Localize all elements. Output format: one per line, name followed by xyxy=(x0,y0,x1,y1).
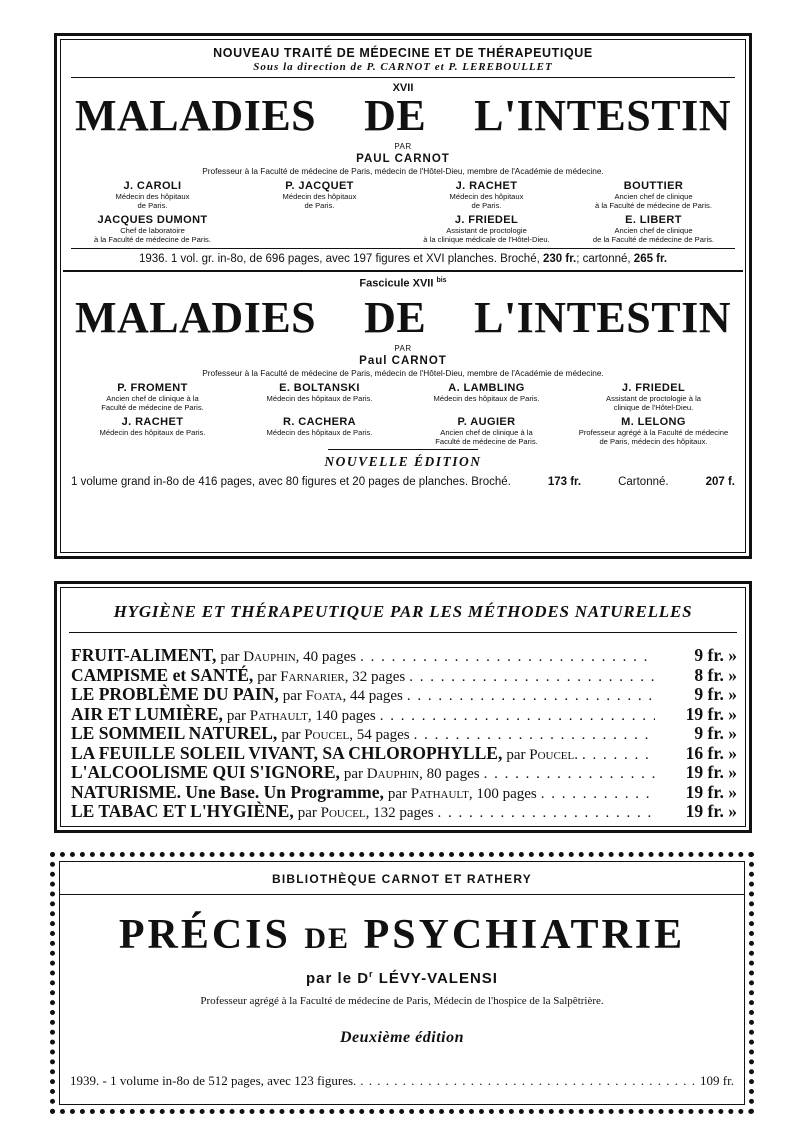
book-price: 9 fr. » xyxy=(694,645,737,665)
volume-number: XVII xyxy=(392,82,414,94)
book-entry xyxy=(61,725,745,745)
collaborator xyxy=(69,180,236,210)
title-word: DE xyxy=(364,91,427,140)
title-word: DE xyxy=(364,292,427,342)
advert-hygiene-therapeutique xyxy=(54,581,752,833)
collaborator xyxy=(570,382,737,412)
book-price: 9 fr. » xyxy=(694,684,737,704)
book-author: Dauphin, xyxy=(243,649,300,665)
author-description: Professeur agrégé à la Faculté de médecine de Paris, Médecin de l'hospice de la Salpêtrière. xyxy=(200,995,604,1007)
collaborators-grid-2 xyxy=(61,378,745,446)
book-price: 19 fr. » xyxy=(685,801,737,821)
collaborator-description: Ancien chef de clinique à la Faculté de médecine de Paris. xyxy=(435,427,538,446)
price-cartonne: 265 fr. xyxy=(633,253,668,265)
divider xyxy=(71,248,735,249)
book-meta xyxy=(220,649,356,667)
leader-dots xyxy=(541,786,655,804)
divider xyxy=(69,632,737,633)
book-entry xyxy=(61,686,745,706)
par-word: par xyxy=(226,707,247,724)
edition-label: Deuxième édition xyxy=(340,1029,464,1046)
collaborator xyxy=(69,214,236,244)
book-author: Pathault, xyxy=(249,707,312,724)
leader-dots xyxy=(484,766,655,784)
par-label: PAR xyxy=(394,142,412,151)
author-prefix: par le D xyxy=(306,970,370,987)
collaborators-grid xyxy=(61,176,745,244)
title-word: DE xyxy=(304,922,351,955)
book-title: AIR ET LUMIÈRE, xyxy=(71,703,223,724)
book-entry xyxy=(61,803,745,823)
book-author: Farnarier, xyxy=(280,668,349,685)
collaborator-name: E. BOLTANSKI xyxy=(279,381,360,394)
par-word: par xyxy=(506,746,526,763)
collaborator-name: P. AUGIER xyxy=(457,415,516,428)
series-direction: Sous la direction de P. CARNOT et P. LEREBOULLET xyxy=(253,61,553,73)
collaborator-name: P. JACQUET xyxy=(285,180,354,192)
book-entry xyxy=(61,764,745,784)
collaborator xyxy=(236,382,403,412)
collaborator-description: Médecin des hôpitaux de Paris. xyxy=(266,393,373,403)
book-title: LE SOMMEIL NATUREL, xyxy=(71,723,278,743)
main-author-description: Professeur à la Faculté de médecine de Paris, médecin de l'Hôtel-Dieu, membre de l'Académie de médecine. xyxy=(202,367,604,378)
title-word: L'INTESTIN xyxy=(474,91,731,140)
leader-dots xyxy=(407,688,655,706)
par-word: par xyxy=(343,766,364,782)
book-author xyxy=(60,969,744,987)
book-meta xyxy=(281,727,409,745)
book-price: 19 fr. » xyxy=(685,762,737,782)
collection-heading: HYGIÈNE ET THÉRAPEUTIQUE PAR LES MÉTHODES NATURELLES xyxy=(113,602,693,621)
collaborator xyxy=(403,382,570,412)
price-broche: 173 fr. xyxy=(547,475,582,488)
par-word: par xyxy=(220,649,240,665)
book-title: L'ALCOOLISME QUI S'IGNORE, xyxy=(71,762,340,782)
collaborator-name: E. LIBERT xyxy=(625,214,682,226)
book-pages: 140 pages xyxy=(315,707,376,724)
book-pages: 40 pages xyxy=(303,649,357,665)
par-word: par xyxy=(257,668,277,685)
publication-line-2 xyxy=(61,476,745,488)
collaborator-description: Professeur agrégé à la Faculté de médecine de Paris, médecin des hôpitaux. xyxy=(578,427,729,446)
author-sup: r xyxy=(369,969,374,979)
main-author: PAUL CARNOT xyxy=(356,153,450,165)
advert-inner-frame xyxy=(60,39,746,553)
collaborator-name: BOUTTIER xyxy=(623,180,684,192)
price: 109 fr. xyxy=(700,1073,734,1088)
publication-text: 1939. - 1 volume in-8o de 512 pages, avec 123 figures. xyxy=(70,1073,357,1088)
book-title: NATURISME. Une Base. Un Programme, xyxy=(71,781,384,802)
collaborator xyxy=(236,416,403,446)
leader-dots xyxy=(438,805,655,823)
fascicule-text: Fascicule XVII xyxy=(359,277,434,290)
book-pages: 100 pages xyxy=(476,785,537,802)
collaborator-name: A. LAMBLING xyxy=(448,381,525,394)
book-author: Foata, xyxy=(305,688,347,704)
book-meta xyxy=(344,766,480,784)
title-word: L'INTESTIN xyxy=(474,292,731,342)
book-pages: 80 pages xyxy=(426,766,480,782)
publication-line xyxy=(61,253,745,265)
book-author: Pathault, xyxy=(410,785,473,802)
par-word: par xyxy=(297,805,317,821)
par-word: par xyxy=(282,688,302,704)
advert-precis-psychiatrie xyxy=(50,852,754,1114)
book-meta xyxy=(388,786,537,804)
title-word: PRÉCIS xyxy=(118,912,291,958)
collaborator-name: JACQUES DUMONT xyxy=(97,214,208,226)
collaborator-description: Assistant de proctologie à la clinique médicale de l'Hôtel-Dieu. xyxy=(423,226,550,244)
publication-text: 1 volume grand in-8o de 416 pages, avec 80 figures et 20 pages de planches. Broché. xyxy=(71,475,511,488)
collaborator-description: Médecin des hôpitaux de Paris. xyxy=(266,427,373,437)
book-price: 16 fr. » xyxy=(685,742,737,763)
leader-dots xyxy=(414,727,655,745)
book-author: Poucel. xyxy=(529,746,578,763)
book-price: 9 fr. » xyxy=(694,723,737,743)
collaborator-name: J. CAROLI xyxy=(123,180,182,192)
collaborator-name: J. FRIEDEL xyxy=(621,381,686,394)
collaborator-description: Médecin des hôpitaux de Paris. xyxy=(449,192,524,210)
collaborator-name: R. CACHERA xyxy=(282,415,357,428)
title-word: PSYCHIATRIE xyxy=(363,912,686,958)
book-title xyxy=(60,913,744,961)
collaborator xyxy=(570,214,737,244)
edition-label: NOUVELLE ÉDITION xyxy=(324,453,482,469)
divider xyxy=(60,894,744,895)
collaborator-name: J. RACHET xyxy=(455,180,518,192)
collection-name: BIBLIOTHÈQUE CARNOT ET RATHERY xyxy=(272,872,532,886)
collaborator-description: Médecin des hôpitaux de Paris. xyxy=(99,427,206,437)
book-price: 8 fr. » xyxy=(694,664,737,685)
collaborator xyxy=(403,214,570,244)
collaborator xyxy=(69,382,236,412)
book-entry xyxy=(61,647,745,667)
book-title: LE TABAC ET L'HYGIÈNE, xyxy=(71,801,294,821)
book-meta xyxy=(298,805,434,823)
publication-line xyxy=(60,1073,744,1089)
collaborator xyxy=(69,416,236,446)
collaborator xyxy=(403,416,570,446)
collaborator xyxy=(570,180,737,210)
collaborator xyxy=(236,180,403,210)
divider xyxy=(328,449,478,450)
par-label: PAR xyxy=(394,343,412,353)
collaborator xyxy=(570,416,737,446)
book-title: LE PROBLÈME DU PAIN, xyxy=(71,684,279,704)
collaborator-description: Assistant de proctologie à la clinique de l'Hôtel-Dieu. xyxy=(606,393,701,412)
price-cartonne: 207 f. xyxy=(705,475,735,488)
collaborator xyxy=(403,180,570,210)
book-author: Poucel, xyxy=(304,727,353,743)
main-author-description: Professeur à la Faculté de médecine de Paris, médecin de l'Hôtel-Dieu, membre de l'Académie de médecine. xyxy=(202,166,604,176)
book-pages: 32 pages xyxy=(352,668,406,685)
book-author: Poucel, xyxy=(320,805,370,821)
leader-dots xyxy=(380,708,655,726)
book-price: 19 fr. » xyxy=(685,703,737,724)
divider xyxy=(71,77,735,78)
cartonne-label: Cartonné. xyxy=(618,475,669,488)
advert-inner-frame xyxy=(60,587,746,827)
fascicule-label xyxy=(61,277,745,290)
leader-dots xyxy=(582,747,655,765)
book-title: CAMPISME et SANTÉ, xyxy=(71,664,254,685)
collaborator-description: Médecin des hôpitaux de Paris. xyxy=(433,393,540,403)
series-title: NOUVEAU TRAITÉ DE MÉDECINE ET DE THÉRAPEUTIQUE xyxy=(213,46,593,60)
collaborator-name: M. LELONG xyxy=(621,415,686,428)
author-name: LÉVY-VALENSI xyxy=(378,970,498,987)
price-broche: 230 fr. xyxy=(543,253,577,265)
book-pages: 54 pages xyxy=(356,727,410,743)
advert-maladies-intestin xyxy=(54,33,752,559)
collaborator-name: J. RACHET xyxy=(121,415,184,428)
book-meta xyxy=(506,747,578,765)
leader-dots xyxy=(409,669,655,687)
collaborator-description: Médecin des hôpitaux de Paris. xyxy=(282,192,357,210)
title-word: MALADIES xyxy=(75,91,317,140)
leader-dots xyxy=(360,649,655,667)
leader-dots xyxy=(360,1073,696,1089)
publication-mid: ; cartonné, xyxy=(576,253,631,265)
collaborator-description: Ancien chef de clinique à la Faculté de médecine de Paris. xyxy=(595,192,712,210)
collaborator-description: Médecin des hôpitaux de Paris. xyxy=(115,192,190,210)
main-author: Paul CARNOT xyxy=(359,354,447,367)
collaborator-description: Ancien chef de clinique à la Faculté de médecine de Paris. xyxy=(101,393,204,412)
collaborator-description: Ancien chef de clinique de la Faculté de médecine de Paris. xyxy=(592,226,715,244)
book-meta xyxy=(257,669,405,687)
book-title xyxy=(61,91,745,140)
book-author: Dauphin, xyxy=(366,766,423,782)
book-price: 19 fr. » xyxy=(685,781,737,802)
collaborator-empty xyxy=(236,214,403,244)
collaborator-name: P. FROMENT xyxy=(117,381,188,394)
collaborator-description: Chef de laboratoire à la Faculté de médecine de Paris. xyxy=(94,226,211,244)
book-list xyxy=(61,647,745,823)
thick-divider xyxy=(63,270,743,272)
book-pages: 132 pages xyxy=(373,805,434,821)
publication-text: 1936. 1 vol. gr. in-8o, de 696 pages, avec 197 figures et XVI planches. Broché, xyxy=(138,253,540,265)
book-title: FRUIT-ALIMENT, xyxy=(71,645,217,665)
par-word: par xyxy=(281,727,301,743)
par-word: par xyxy=(387,785,408,802)
fascicule-sup: bis xyxy=(436,277,447,284)
advert-inner-frame xyxy=(59,861,745,1105)
book-title: LA FEUILLE SOLEIL VIVANT, SA CHLOROPHYLLE, xyxy=(71,742,503,763)
book-title-2 xyxy=(61,292,745,342)
collaborator-name: J. FRIEDEL xyxy=(454,214,519,226)
book-pages: 44 pages xyxy=(349,688,403,704)
title-word: MALADIES xyxy=(75,292,317,342)
book-meta xyxy=(283,688,403,706)
